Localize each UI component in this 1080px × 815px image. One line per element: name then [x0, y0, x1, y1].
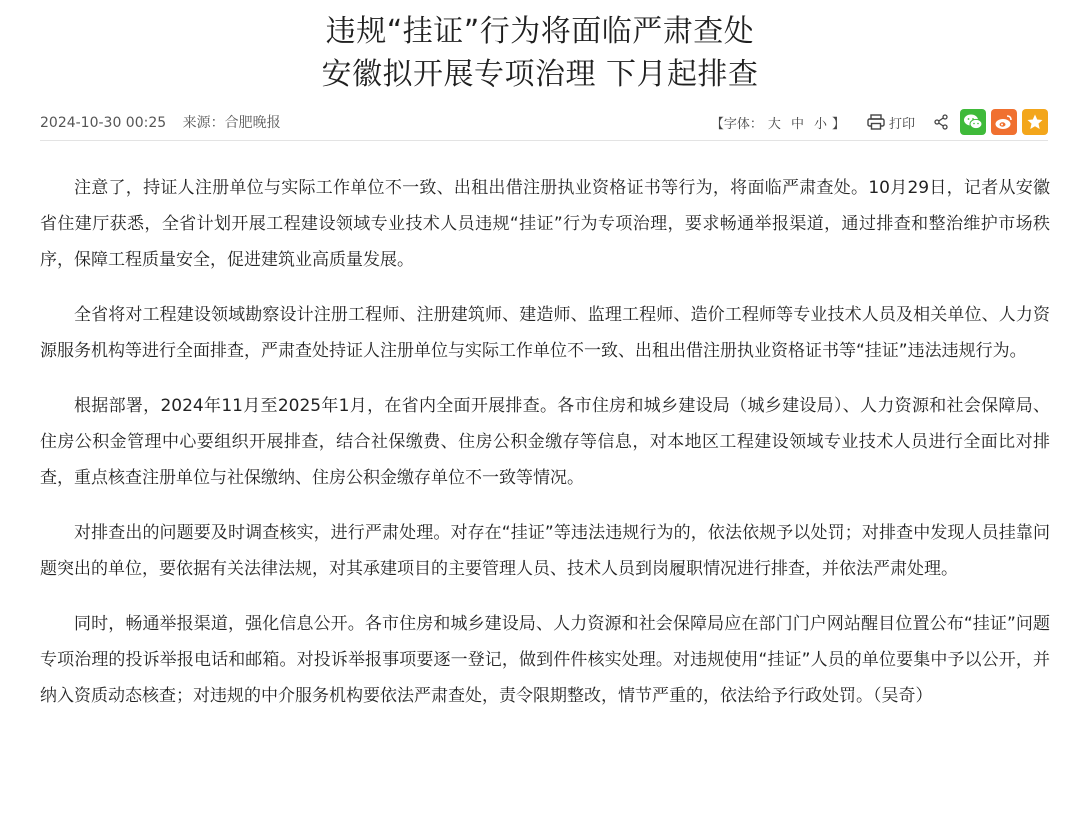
print-label: 打印 [888, 116, 915, 132]
favorite-button[interactable] [1022, 109, 1048, 135]
article-paragraph: 注意了，持证人注册单位与实际工作单位不一致、出租出借注册执业资格证书等行为，将面临严肃查处。10月29日，记者从安徽省住建厅获悉，全省计划开展工程建设领域专业技术人员违规“挂证”行为专项治理，要求畅通举报渠道，通过排查和整治维护市场秩序，保障工程质量安全，促进建筑业高质量发展。 [40, 178, 1050, 270]
font-control-close: 】 [831, 116, 845, 132]
article-body [40, 170, 1050, 733]
wechat-icon [963, 113, 983, 131]
font-size-large-button[interactable]: 大 [767, 116, 781, 132]
wechat-share-button[interactable] [960, 109, 986, 135]
weibo-icon [994, 113, 1014, 131]
article-paragraph: 对排查出的问题要及时调查核实，进行严肃处理。对存在“挂证”等违法违规行为的，依法依规予以处罚；对排查中发现人员挂靠问题突出的单位，要依据有关法律法规，对其承建项目的主要管理人员、技术人员到岗履职情况进行排查，并依法严肃处理。 [40, 523, 1050, 579]
article-paragraph: 同时，畅通举报渠道，强化信息公开。各市住房和城乡建设局、人力资源和社会保障局应在部门门户网站醒目位置公布“挂证”问题专项治理的投诉举报电话和邮箱。对投诉举报事项要逐一登记，做到件件核实处理。对违规使用“挂证”人员的单位要集中予以公开，并纳入资质动态核查；对违规的中介服务机构要依法严肃查处，责令限期整改，情节严重的，依法给予行政处罚。（吴奇） [40, 614, 1050, 706]
font-control-open: 【字体： [710, 116, 763, 132]
share-icon[interactable] [933, 114, 949, 130]
favorite-icon [1026, 113, 1044, 131]
article-source: 来源：合肥晚报 [182, 115, 281, 131]
article-title-line1: 违规“挂证”行为将面临严肃查处 [325, 14, 755, 49]
font-size-medium-button[interactable]: 中 [790, 116, 804, 132]
print-button[interactable] [867, 113, 915, 132]
article-paragraph: 根据部署，2024年11月至2025年1月，在省内全面开展排查。各市住房和城乡建设局（城乡建设局）、人力资源和社会保障局、住房公积金管理中心要组织开展排查，结合社保缴费、住房公积金缴存等信息，对本地区工程建设领域专业技术人员进行全面比对排查，重点核查注册单位与社保缴纳、住房公积金缴存单位不一致等情况。 [40, 396, 1050, 488]
article-toolbar [711, 108, 1048, 136]
font-size-small-button[interactable]: 小 [813, 116, 827, 132]
article-paragraph: 全省将对工程建设领域勘察设计注册工程师、注册建筑师、建造师、监理工程师、造价工程师等专业技术人员及相关单位、人力资源服务机构等进行全面排查，严肃查处持证人注册单位与实际工作单位不一致、出租出借注册执业资格证书等“挂证”违法违规行为。 [40, 305, 1050, 361]
meta-bar [40, 108, 1048, 141]
weibo-share-button[interactable] [991, 109, 1017, 135]
publish-date: 2024-10-30 00:25 [40, 115, 167, 131]
article-title-line2: 安徽拟开展专项治理 下月起排查 [321, 57, 759, 92]
font-size-control [711, 113, 845, 132]
printer-icon [867, 114, 885, 130]
article-meta [40, 112, 293, 132]
